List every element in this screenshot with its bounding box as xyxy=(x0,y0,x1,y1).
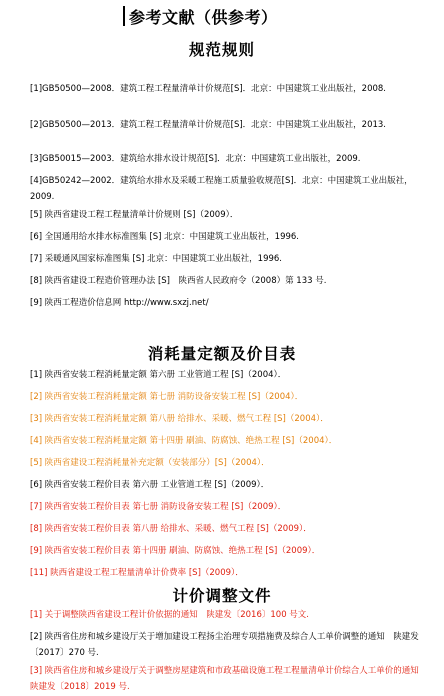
reference-item: [4]GB50242—2002．建筑给水排水及采暖工程施工质量验收规范[S]．北京：中国建筑工业出版社，2009. xyxy=(30,176,413,202)
reference-item: [2] 陕西省住房和城乡建设厅关于增加建设工程扬尘治理专项措施费及综合人工单价调整的通知 陕建发〔2017〕270 号. xyxy=(30,632,419,658)
reference-item: [1] 关于调整陕西省建设工程计价依据的通知 陕建发〔2016〕100 号文. xyxy=(30,610,310,620)
section-title-standards: 规范规则 xyxy=(188,41,255,59)
reference-item: [6] 陕西省安装工程价目表 第六册 工业管道工程 [S]（2009）． xyxy=(30,480,270,490)
reference-item: [2]GB50500—2013．建筑工程工程量清单计价规范[S]．北京：中国建筑工业出版社，2013. xyxy=(30,120,386,130)
page-title: 参考文献（供参考） xyxy=(129,8,278,27)
reference-item: [5] 陕西省建设工程工程量清单计价规则 [S]（2009）． xyxy=(30,210,239,220)
reference-item: [11] 陕西省建设工程工程量清单计价费率 [S]（2009）． xyxy=(30,568,244,578)
reference-item: [4] 陕西省安装工程消耗量定额 第十四册 刷油、防腐蚀、绝热工程 [S]（2004）． xyxy=(30,436,338,446)
reference-item: [3] 陕西省住房和城乡建设厅关于调整房屋建筑和市政基础设施工程工程量清单计价综合人工单价的通知 陕建发〔2018〕2019 号. xyxy=(30,666,428,692)
reference-item: [3] 陕西省安装工程消耗量定额 第八册 给排水、采暖、燃气工程 [S]（2004）． xyxy=(30,414,329,424)
reference-item: [3]GB50015—2003．建筑给水排水设计规范[S]．北京：中国建筑工业出版社，2009. xyxy=(30,154,361,164)
reference-item: [8] 陕西省安装工程价目表 第八册 给排水、采暖、燃气工程 [S]（2009）． xyxy=(30,524,312,534)
reference-item: [1] 陕西省安装工程消耗量定额 第六册 工业管道工程 [S]（2004）． xyxy=(30,370,287,380)
reference-item: [5] 陕西省建设工程消耗量补充定额（安装部分）[S]（2004）． xyxy=(30,458,270,468)
text-cursor xyxy=(123,6,125,26)
reference-item: [7] 采暖通风国家标准图集 [S] 北京：中国建筑工业出版社，1996. xyxy=(30,254,283,264)
section-title-quota: 消耗量定额及价目表 xyxy=(147,345,297,363)
reference-item: [6] 全国通用给水排水标准图集 [S] 北京：中国建筑工业出版社，1996. xyxy=(30,232,300,242)
section-title-pricing-adjustment: 计价调整文件 xyxy=(172,587,272,605)
reference-item: [9] 陕西工程造价信息网 http://www.sxzj.net/ xyxy=(30,298,209,308)
reference-item: [7] 陕西省安装工程价目表 第七册 消防设备安装工程 [S]（2009）． xyxy=(30,502,287,512)
reference-item: [1]GB50500—2008．建筑工程工程量清单计价规范[S]．北京：中国建筑工业出版社，2008. xyxy=(30,84,386,94)
reference-item: [8] 陕西省建设工程造价管理办法 [S] 陕西省人民政府令（2008）第 133 号. xyxy=(30,276,327,286)
reference-item: [9] 陕西省安装工程价目表 第十四册 刷油、防腐蚀、绝热工程 [S]（2009）． xyxy=(30,546,321,556)
reference-item: [2] 陕西省安装工程消耗量定额 第七册 消防设备安装工程 [S]（2004）． xyxy=(30,392,304,402)
